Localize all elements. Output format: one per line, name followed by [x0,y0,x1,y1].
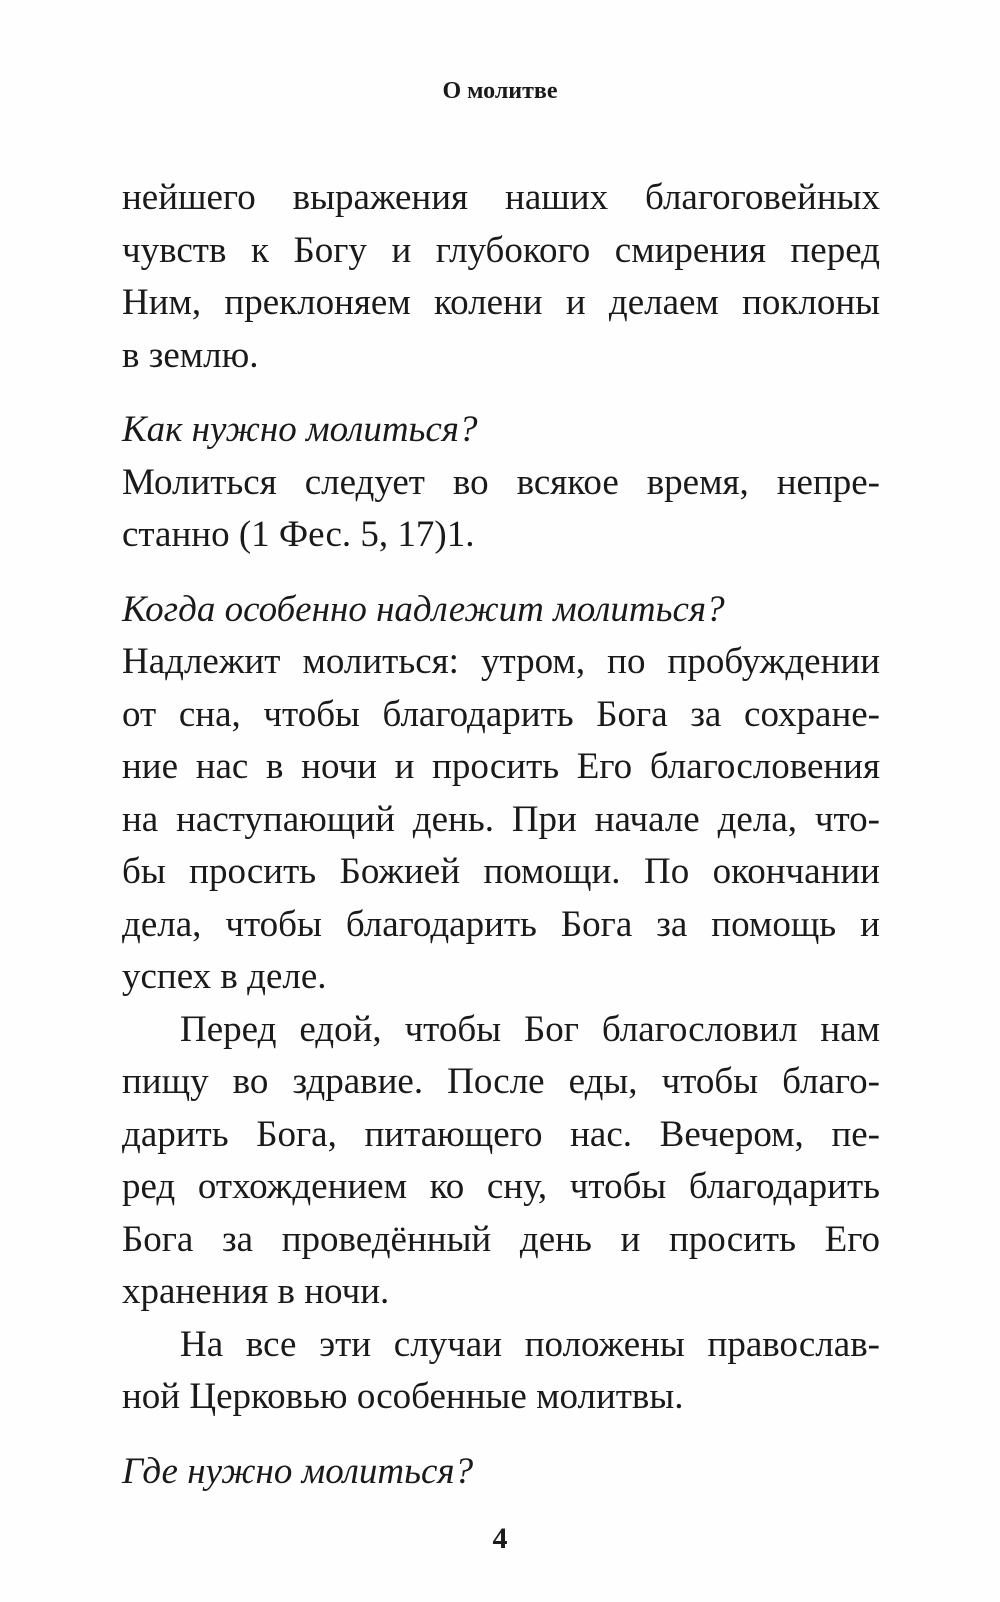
text-line: на наступающий день. При начале дела, что- [122,798,880,840]
question-heading: Как нужно молиться? [122,409,478,450]
text-line: Молиться следует во всякое время, непре- [122,461,880,503]
question-heading: Когда особенно надлежит молиться? [122,588,725,630]
page-number: 4 [492,1522,508,1555]
question-heading: Где нужно молиться? [122,1450,474,1492]
text-line: нейшего выражения наших благоговейных [122,177,880,218]
text-line: хранения в ночи. [122,1271,390,1312]
body-text [122,172,880,1498]
text-line: в землю. [122,334,259,376]
text-line: Надлежит молиться: утром, по пробуждении [122,641,880,682]
text-line: дарить Бога, питающего нас. Вечером, пе- [122,1113,880,1155]
text-line: ред отхождением ко сну, чтобы благодарить [122,1166,880,1207]
text-line: дела, чтобы благодарить Бога за помощь и [122,903,880,945]
text-line: станно (1 Фес. 5, 17)1. [122,514,475,555]
text-line: Бога за проведённый день и просить Его [122,1218,880,1260]
running-header: О молитве [442,78,558,104]
text-line: пищу во здравие. После еды, чтобы благо- [122,1061,880,1102]
text-line: Перед едой, чтобы Бог благословил нам [180,1008,880,1050]
text-line: от сна, чтобы благодарить Бога за сохране- [122,693,880,735]
text-line: ние нас в ночи и просить Его благословения [122,746,880,787]
text-line: бы просить Божией помощи. По окончании [122,851,880,892]
text-line: успех в деле. [122,956,327,997]
text-line: чувств к Богу и глубокого смирения перед [122,229,880,271]
text-line: Ним, преклоняем колени и делаем поклоны [122,282,880,323]
text-line: На все эти случаи положены православ- [180,1323,880,1365]
text-line: ной Церковью особенные молитвы. [122,1376,684,1417]
